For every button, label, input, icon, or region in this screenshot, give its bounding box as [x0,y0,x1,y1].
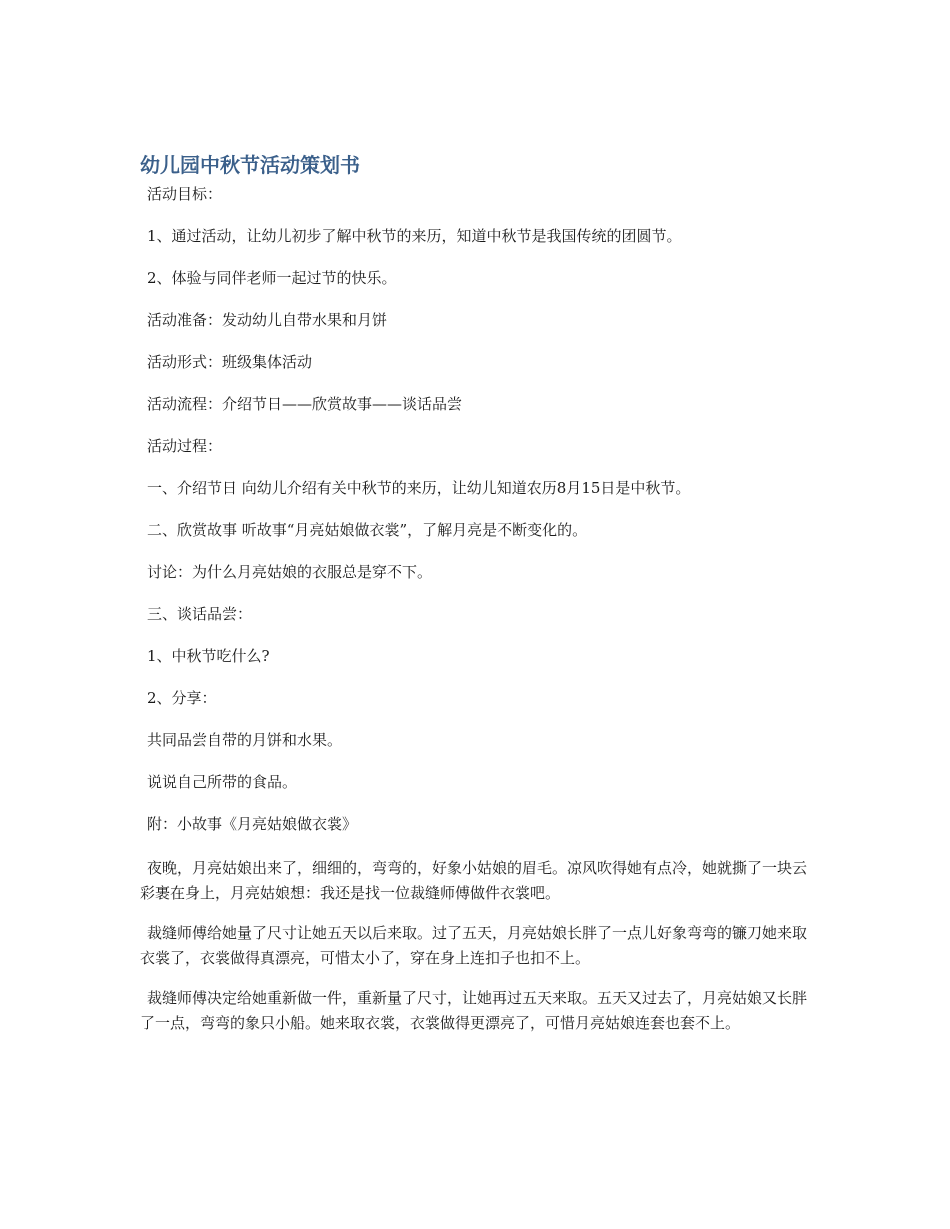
paragraph-process: 活动过程： [147,437,223,455]
paragraph-discussion: 讨论：为什么月亮姑娘的衣服总是穿不下。 [147,563,433,581]
paragraph-appendix: 附：小故事《月亮姑娘做衣裳》 [147,815,358,833]
paragraph-flow: 活动流程：介绍节日——欣赏故事——谈话品尝 [147,395,463,413]
paragraph-taste: 共同品尝自带的月饼和水果。 [147,731,343,749]
document-page [140,150,810,1051]
paragraph-talk: 说说自己所带的食品。 [147,773,298,791]
story-paragraph-3: 裁缝师傅决定给她重新做一件，重新量了尺寸，让她再过五天来取。五天又过去了，月亮姑娘又长胖了一点，弯弯的象只小船。她来取衣裳，衣裳做得更漂亮了，可惜月亮姑娘连套也套不上。 [140,989,808,1032]
paragraph-goal-2: 2、体验与同伴老师一起过节的快乐。 [147,269,397,287]
story-paragraph-1: 夜晚，月亮姑娘出来了，细细的，弯弯的，好象小姑娘的眉毛。凉风吹得她有点冷，她就撕了一块云彩裹在身上，月亮姑娘想：我还是找一位裁缝师傅做件衣裳吧。 [140,859,808,902]
paragraph-activity-goal: 活动目标： [147,185,223,203]
paragraph-goal-1: 1、通过活动，让幼儿初步了解中秋节的来历，知道中秋节是我国传统的团圆节。 [147,227,682,245]
paragraph-step-1: 一、介绍节日 向幼儿介绍有关中秋节的来历，让幼儿知道农历8月15日是中秋节。 [147,479,691,497]
paragraph-share: 2、分享： [147,689,217,707]
paragraph-step-2: 二、欣赏故事 听故事“月亮姑娘做衣裳”，了解月亮是不断变化的。 [147,521,588,539]
paragraph-format: 活动形式：班级集体活动 [147,353,313,371]
document-title: 幼儿园中秋节活动策划书 [140,153,360,177]
paragraph-step-3: 三、谈话品尝： [147,605,253,623]
story-paragraph-2: 裁缝师傅给她量了尺寸让她五天以后来取。过了五天，月亮姑娘长胖了一点儿好象弯弯的镰刀她来取衣裳了，衣裳做得真漂亮，可惜太小了，穿在身上连扣子也扣不上。 [140,924,808,967]
paragraph-question: 1、中秋节吃什么? [147,647,270,665]
paragraph-preparation: 活动准备：发动幼儿自带水果和月饼 [147,311,388,329]
